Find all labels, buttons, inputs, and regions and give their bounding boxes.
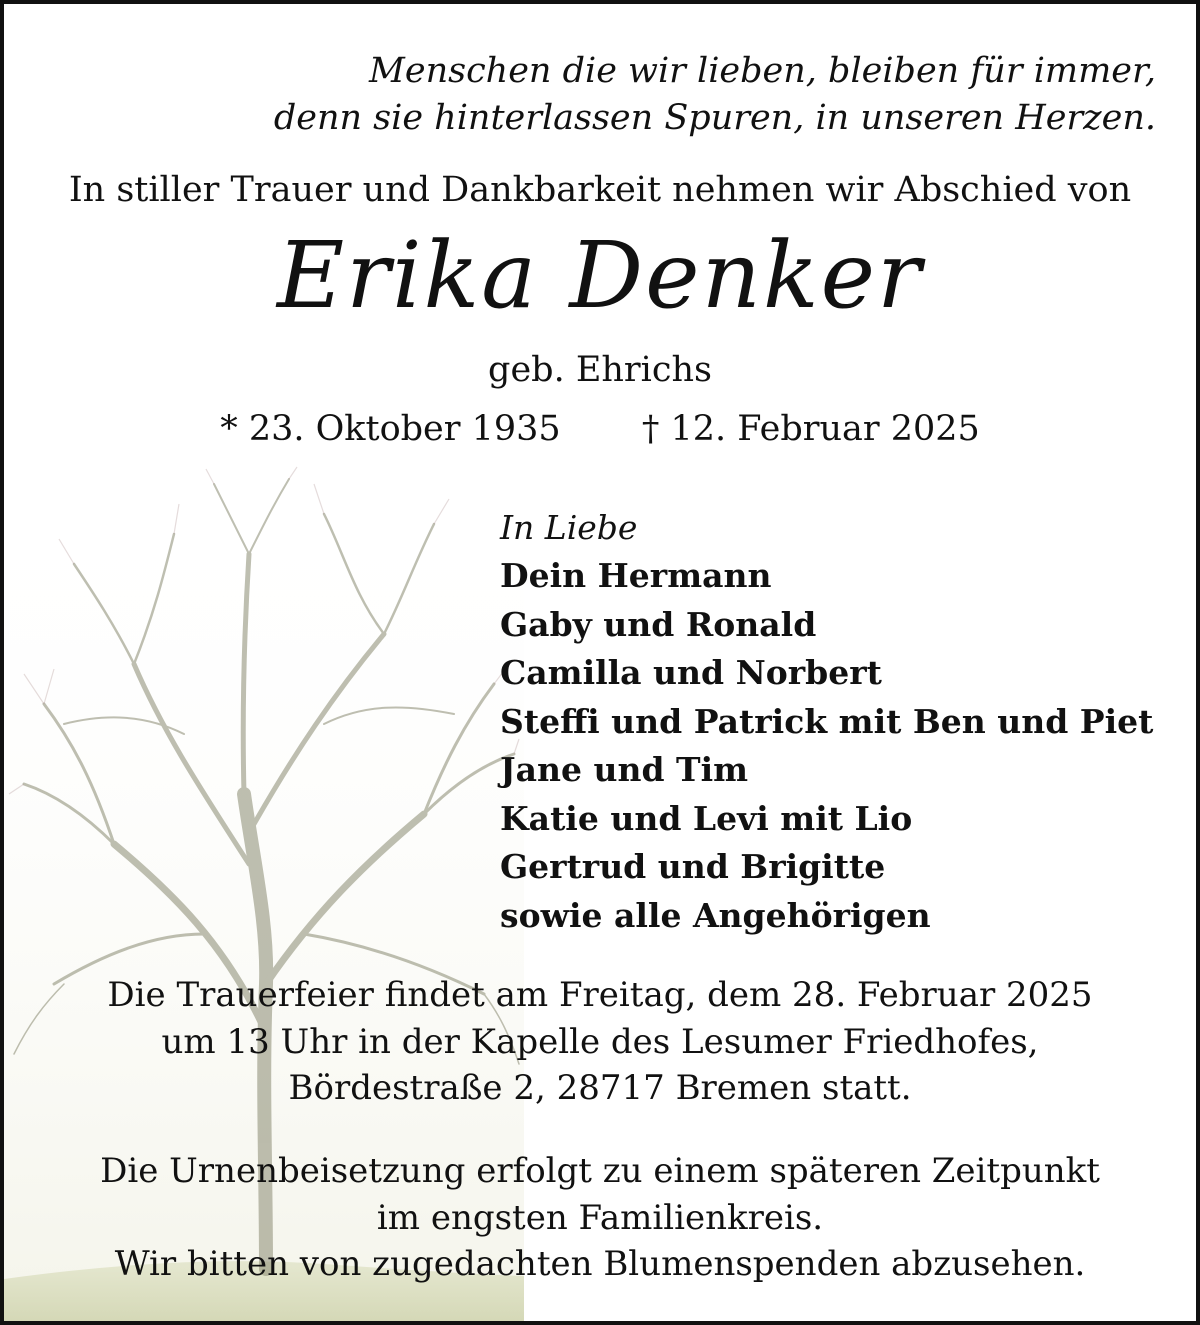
life-dates bbox=[4, 409, 1196, 449]
intro-text: In stiller Trauer und Dankbarkeit nehmen wir Abschied von bbox=[68, 170, 1132, 210]
signoff-lead: In Liebe bbox=[500, 508, 638, 547]
mourner-line: Steffi und Patrick mit Ben und Piet bbox=[500, 701, 1154, 741]
mourner-line: sowie alle Angehörigen bbox=[500, 895, 931, 935]
funeral-details bbox=[4, 972, 1196, 1112]
note-line: Wir bitten von zugedachten Blumenspenden abzusehen. bbox=[114, 1244, 1086, 1284]
mourners-block bbox=[500, 504, 1153, 940]
mourner-line: Gertrud und Brigitte bbox=[500, 847, 886, 886]
birth-date: * 23. Oktober 1935 bbox=[220, 409, 561, 449]
note-line: im engsten Familienkreis. bbox=[376, 1197, 824, 1238]
quote-line-2: denn sie hinterlassen Spuren, in unseren Herzen. bbox=[273, 98, 1156, 138]
deceased-name: Erika Denker bbox=[276, 222, 924, 329]
quote-line-1: Menschen die wir lieben, bleiben für immer, bbox=[369, 51, 1156, 91]
mourner-line: Jane und Tim bbox=[500, 750, 749, 789]
maiden-name: geb. Ehrichs bbox=[488, 350, 712, 390]
funeral-line: um 13 Uhr in der Kapelle des Lesumer Friedhofes, bbox=[161, 1021, 1039, 1062]
death-date: † 12. Februar 2025 bbox=[641, 409, 980, 449]
funeral-line: Bördestraße 2, 28717 Bremen statt. bbox=[288, 1068, 912, 1108]
note-line: Die Urnenbeisetzung erfolgt zu einem späteren Zeitpunkt bbox=[100, 1151, 1100, 1191]
funeral-line: Die Trauerfeier findet am Freitag, dem 28. Februar 2025 bbox=[107, 975, 1093, 1015]
closing-notes bbox=[4, 1148, 1196, 1288]
mourner-line: Gaby und Ronald bbox=[500, 604, 817, 644]
mourner-line: Dein Hermann bbox=[500, 556, 772, 595]
mourner-line: Katie und Levi mit Lio bbox=[500, 798, 913, 838]
mourner-line: Camilla und Norbert bbox=[500, 653, 882, 692]
